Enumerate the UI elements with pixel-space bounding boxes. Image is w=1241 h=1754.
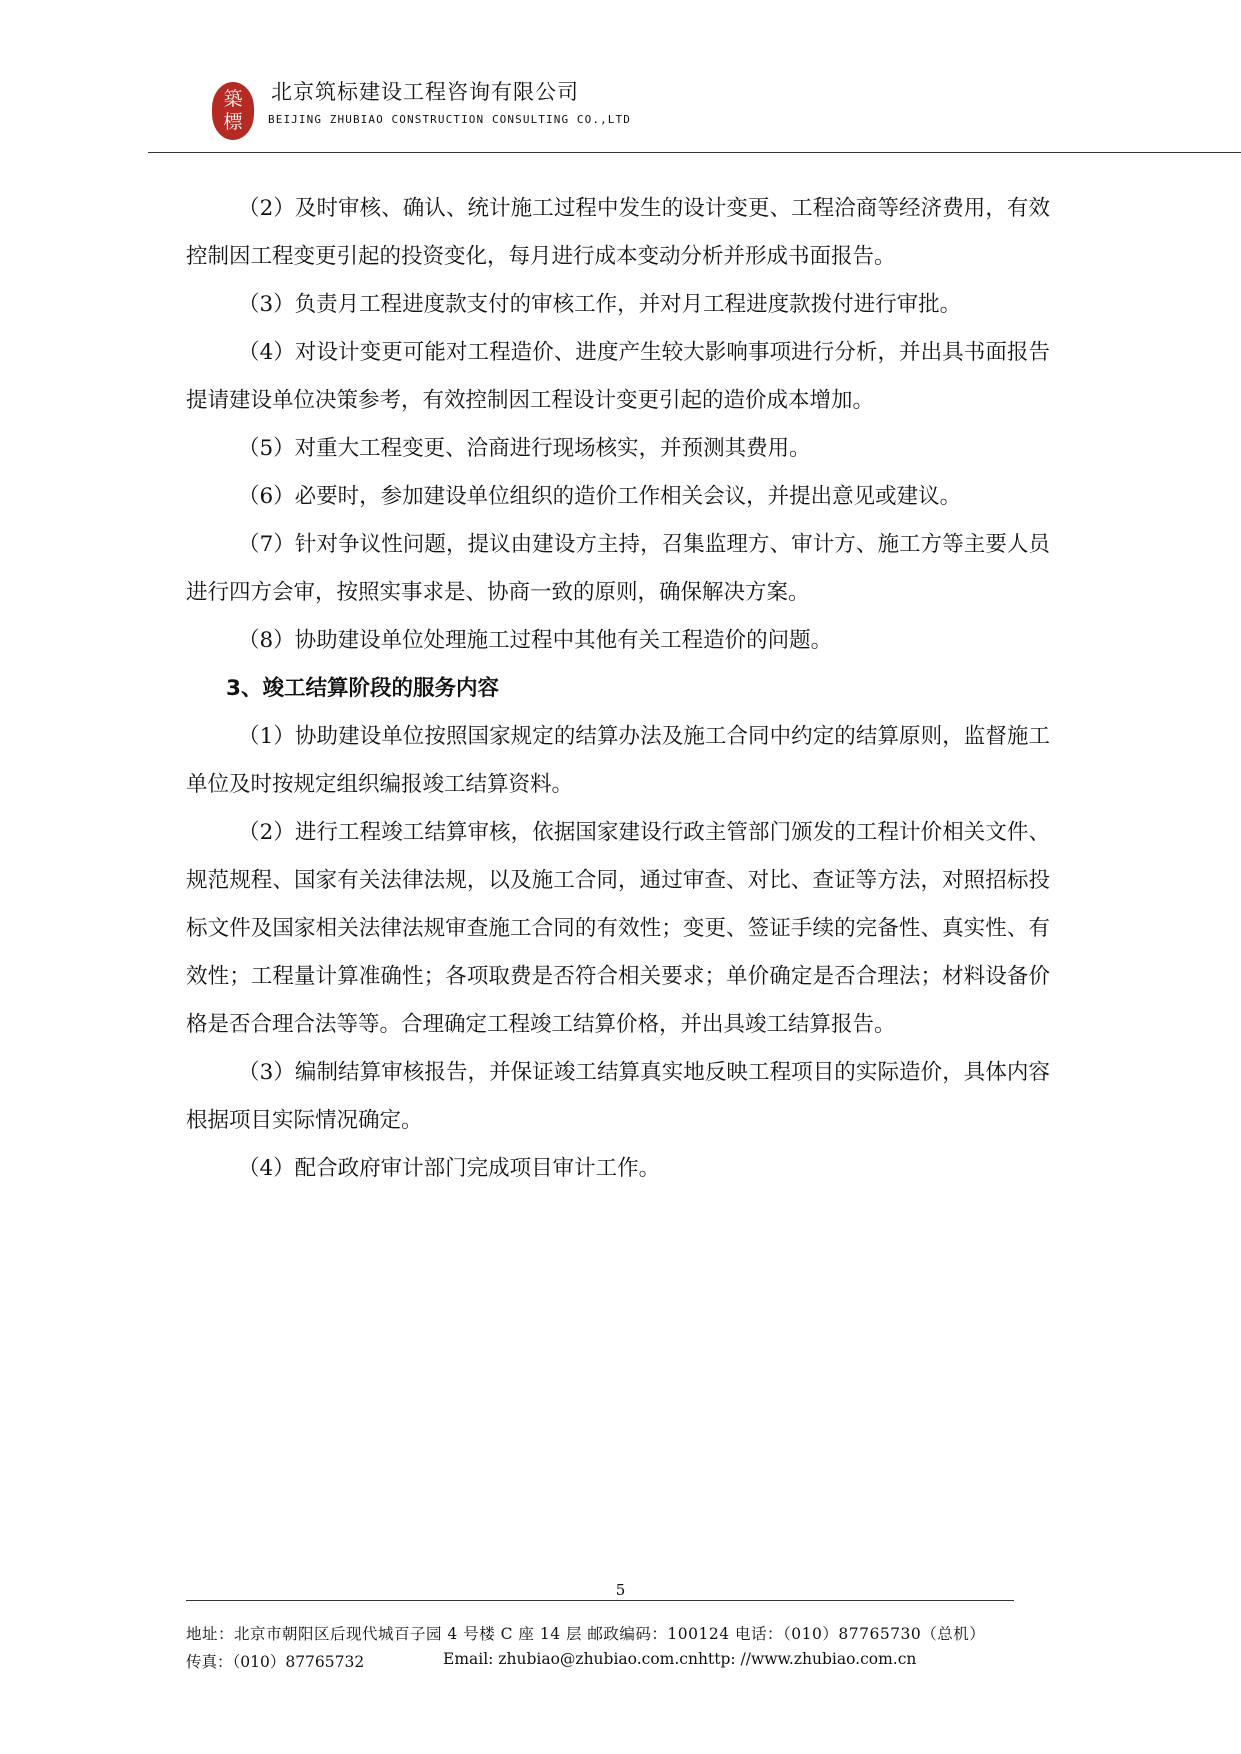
section-paragraph-4: （4）配合政府审计部门完成项目审计工作。 bbox=[238, 1156, 661, 1181]
footer-divider bbox=[186, 1600, 1014, 1601]
footer-website[interactable]: http: //www.zhubiao.com.cn bbox=[698, 1650, 917, 1668]
logo-char-2: 標 bbox=[223, 111, 243, 133]
page-header bbox=[0, 0, 1241, 150]
paragraph-item-3: （3）负责月工程进度款支付的审核工作，并对月工程进度款拨付进行审批。 bbox=[238, 292, 962, 317]
paragraph-item-4: （4）对设计变更可能对工程造价、进度产生较大影响事项进行分析，并出具书面报告提请建设单位决策参考，有效控制因工程设计变更引起的造价成本增加。 bbox=[186, 340, 1050, 413]
company-name-chinese: 北京筑标建设工程咨询有限公司 bbox=[271, 80, 579, 104]
footer-address-line: 地址：北京市朝阳区后现代城百子园 4 号楼 C 座 14 层 邮政编码：100124 电话：（010）87765730（总机） bbox=[186, 1625, 986, 1643]
company-name-english: BEIJING ZHUBIAO CONSTRUCTION CONSULTING CO.,LTD bbox=[268, 113, 631, 126]
section-paragraph-3: （3）编制结算审核报告，并保证竣工结算真实地反映工程项目的实际造价，具体内容根据项目实际情况确定。 bbox=[186, 1060, 1050, 1133]
paragraph-item-6: （6）必要时，参加建设单位组织的造价工作相关会议，并提出意见或建议。 bbox=[238, 484, 962, 509]
section-heading: 3、竣工结算阶段的服务内容 bbox=[226, 676, 499, 701]
company-logo-seal bbox=[212, 82, 254, 140]
logo-char-1: 築 bbox=[223, 88, 243, 110]
section-paragraph-2: （2）进行工程竣工结算审核，依据国家建设行政主管部门颁发的工程计价相关文件、规范规程、国家有关法律法规，以及施工合同，通过审查、对比、查证等方法，对照招标投标文件及国家相关法律法规审查施工合同的有效性；变更、签证手续的完备性、真实性、有效性；工程量计算准确性；各项取费是否符合相关要求；单价确定是否合理法；材料设备价格是否合理合法等等。合理确定工程竣工结算价格，并出具竣工结算报告。 bbox=[186, 820, 1050, 1037]
section-paragraph-1: （1）协助建设单位按照国家规定的结算办法及施工合同中约定的结算原则，监督施工单位及时按规定组织编报竣工结算资料。 bbox=[186, 724, 1050, 797]
paragraph-item-5: （5）对重大工程变更、洽商进行现场核实，并预测其费用。 bbox=[238, 436, 811, 461]
paragraph-item-8: （8）协助建设单位处理施工过程中其他有关工程造价的问题。 bbox=[238, 628, 833, 653]
document-body bbox=[186, 185, 1050, 1193]
footer-email[interactable]: Email: zhubiao@zhubiao.com.cn bbox=[443, 1650, 698, 1668]
paragraph-item-2: （2）及时审核、确认、统计施工过程中发生的设计变更、工程洽商等经济费用，有效控制因工程变更引起的投资变化，每月进行成本变动分析并形成书面报告。 bbox=[186, 196, 1050, 269]
footer-fax: 传真：（010）87765732 bbox=[186, 1653, 365, 1671]
header-divider bbox=[148, 152, 1241, 153]
page-number: 5 bbox=[615, 1581, 626, 1599]
paragraph-item-7: （7）针对争议性问题，提议由建设方主持，召集监理方、审计方、施工方等主要人员进行四方会审，按照实事求是、协商一致的原则，确保解决方案。 bbox=[186, 532, 1050, 605]
